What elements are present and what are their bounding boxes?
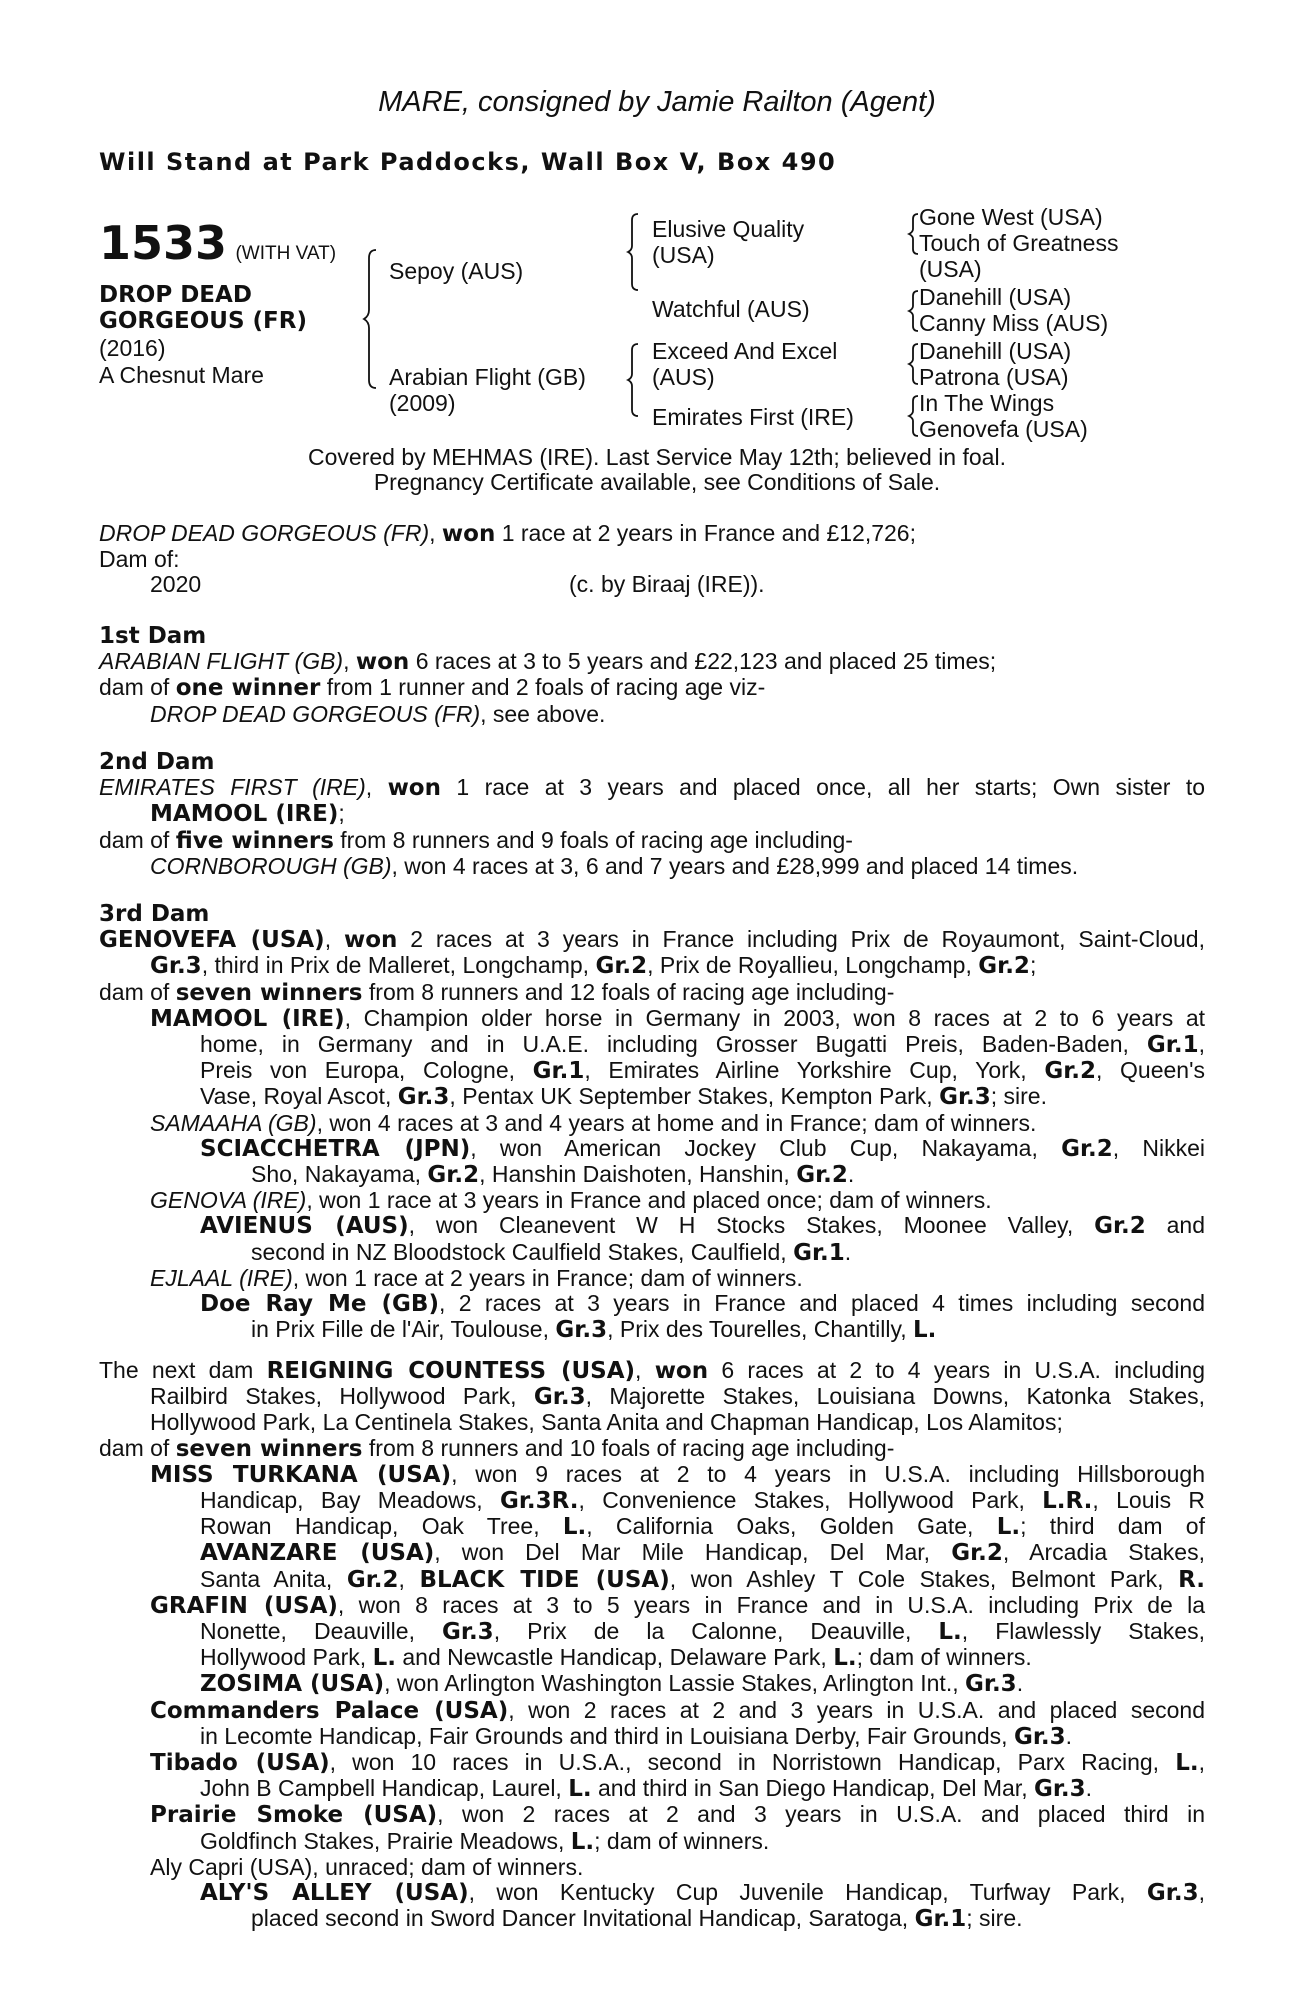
avienus-line2 (99, 1240, 1205, 1266)
pedigree-dam-line1: Arabian Flight (GB) (389, 364, 586, 390)
grade: Gr.3 (555, 1317, 608, 1344)
lot-record-text: 1 race at 2 years in France and £12,726; (495, 520, 916, 546)
grade: R. (1178, 1566, 1205, 1593)
lot-name-line2: GORGEOUS (FR) (99, 308, 307, 334)
winners-count: five winners (175, 827, 334, 854)
samaaha-line (99, 1111, 1205, 1136)
grade: Gr.1 (1146, 1032, 1199, 1059)
grade: L. (913, 1317, 937, 1344)
text: , Louis R (1092, 1487, 1206, 1514)
text: Rowan Handicap, Oak Tree, (200, 1513, 563, 1540)
next-dam-line1 (99, 1358, 1205, 1384)
pedigree-ds-line1: Exceed And Excel (652, 338, 838, 364)
grade: L. (996, 1514, 1021, 1541)
grade: Gr.2 (427, 1162, 480, 1189)
sciacchetra-line2 (99, 1162, 1205, 1188)
text: , won 4 races at 3, 6 and 7 years and £28,999 and placed 14 times. (391, 852, 1079, 879)
horse-name: Prairie Smoke (USA) (150, 1802, 438, 1829)
text: , third in Prix de Malleret, Longchamp, (201, 952, 596, 979)
winners-count: one winner (175, 675, 321, 702)
first-dam-won: won (355, 649, 410, 676)
second-dam-line4 (99, 854, 1205, 879)
next-dam-name: REIGNING COUNTESS (USA) (266, 1358, 636, 1384)
miss-turkana-line1 (99, 1462, 1205, 1488)
lot-record (99, 521, 1205, 597)
text: , Convenience Stakes, Hollywood Park, (578, 1487, 1043, 1514)
consignment-title: MARE, consigned by Jamie Railton (Agent) (378, 86, 936, 118)
lot-year: (2016) (99, 335, 166, 361)
horse-name: Doe Ray Me (GB) (200, 1291, 439, 1318)
text: Goldfinch Stakes, Prairie Meadows, (200, 1827, 571, 1854)
avienus-line1 (99, 1213, 1205, 1239)
tibado-line1 (99, 1750, 1205, 1776)
text: . (1065, 1722, 1073, 1749)
grade: L. (1175, 1750, 1199, 1777)
grade: L. (568, 1776, 592, 1803)
pedigree-dam-line2: (2009) (389, 390, 456, 416)
text: , won Del Mar Mile Handicap, Del Mar, (434, 1539, 952, 1566)
horse-name: BLACK TIDE (USA) (419, 1566, 670, 1593)
text: from 8 runners and 12 foals of racing age including- (362, 978, 895, 1005)
horse-name: SAMAAHA (GB) (150, 1109, 317, 1136)
grade: Gr.2 (346, 1566, 399, 1593)
doe-ray-me-line1 (99, 1291, 1205, 1317)
sep: , (343, 648, 356, 675)
first-dam-name: ARABIAN FLIGHT (GB) (99, 648, 344, 675)
alys-alley-line1 (99, 1880, 1205, 1906)
first-dam-text: 6 races at 3 to 5 years and £22,123 and placed 25 times; (409, 648, 997, 675)
second-dam-line1 (99, 775, 1205, 801)
text: Railbird Stakes, Hollywood Park, (150, 1383, 534, 1410)
text: . (1016, 1670, 1024, 1697)
second-dam-line3 (99, 828, 1205, 854)
text: Handicap, Bay Meadows, (200, 1487, 500, 1514)
text: ; (338, 800, 345, 827)
grade: Gr.3 (1146, 1880, 1199, 1907)
grade: Gr.3 (533, 1384, 586, 1411)
miss-turkana-line4 (99, 1540, 1205, 1566)
horse-name: Commanders Palace (USA) (150, 1697, 509, 1724)
progeny-name: DROP DEAD GORGEOUS (FR) (150, 700, 481, 727)
winners-count: seven winners (175, 1435, 363, 1462)
won: won (387, 775, 441, 802)
text: , (324, 926, 344, 953)
horse-name: GRAFIN (USA) (150, 1592, 338, 1619)
cover-note-line2: Pregnancy Certificate available, see Conditions of Sale. (373, 469, 941, 495)
text: , won 1 race at 2 years in France; dam of winners. (292, 1264, 803, 1291)
mamool-line3 (99, 1058, 1205, 1084)
commanders-palace-line2 (99, 1724, 1205, 1750)
aly-capri-line (99, 1855, 1205, 1880)
alys-alley-line2 (99, 1906, 1205, 1932)
lot-number: 1533 (99, 216, 228, 270)
horse-name: EJLAAL (IRE) (150, 1264, 293, 1291)
horse-name: SCIACCHETRA (JPN) (200, 1135, 471, 1162)
genova-line (99, 1188, 1205, 1213)
pedigree-ds-line2: (AUS) (652, 364, 715, 390)
progeny-year: 2020 (150, 571, 202, 598)
pedigree-sds: Danehill (USA) (919, 284, 1072, 310)
text: dam of (99, 674, 176, 701)
sciacchetra-line1 (99, 1136, 1205, 1162)
text: and (1145, 1212, 1206, 1239)
sep: , (365, 774, 388, 801)
grade: Gr.3 (939, 1084, 991, 1111)
pedigree-sdd: Canny Miss (AUS) (919, 310, 1109, 336)
pedigree-ssd-line1: Touch of Greatness (919, 230, 1119, 256)
horse-name: MAMOOL (IRE) (150, 1005, 345, 1032)
third-dam-name: GENOVEFA (USA) (99, 927, 325, 954)
text: , Hanshin Daishoten, Hanshin, (479, 1161, 797, 1188)
text: , Prix de la Calonne, Deauville, (493, 1618, 939, 1645)
text: , won American Jockey Club Cup, Nakayama, (470, 1134, 1062, 1161)
text: ; dam of winners. (594, 1827, 770, 1854)
lot-name-line1: DROP DEAD (99, 282, 252, 308)
first-dam-line1 (99, 649, 1205, 675)
pedigree-sd: Watchful (AUS) (652, 296, 810, 322)
horse-name: AVIENUS (AUS) (200, 1213, 409, 1240)
next-dam-line2 (99, 1384, 1205, 1410)
text: and third in San Diego Handicap, Del Mar, (591, 1775, 1034, 1802)
third-dam-line3 (99, 980, 1205, 1006)
text: , won 9 races at 2 to 4 years in U.S.A. including Hillsborough (451, 1460, 1205, 1487)
text: in Lecomte Handicap, Fair Grounds and third in Louisiana Derby, Fair Grounds, (200, 1722, 1014, 1749)
third-dam-heading: 3rd Dam (99, 901, 210, 927)
text: , Nikkei (1112, 1134, 1206, 1161)
lot-description: A Chesnut Mare (99, 362, 264, 388)
mamool-line4 (99, 1084, 1205, 1110)
text: and Newcastle Handicap, Delaware Park, (395, 1644, 834, 1671)
text: , won 2 races at 2 and 3 years in U.S.A. and placed second (508, 1696, 1205, 1723)
winners-count: seven winners (175, 979, 363, 1006)
text: 6 races at 2 to 4 years in U.S.A. including (708, 1357, 1205, 1383)
third-dam-section (99, 902, 1205, 1343)
cover-note-line1: Covered by MEHMAS (IRE). Last Service May 12th; believed in foal. (308, 444, 1006, 470)
commanders-palace-line1 (99, 1698, 1205, 1724)
grafin-line3 (99, 1645, 1205, 1671)
grade: Gr.3R. (499, 1488, 579, 1515)
text: , (398, 1565, 420, 1592)
ejlaal-line (99, 1266, 1205, 1291)
third-dam-line2 (99, 953, 1205, 979)
text: Nonette, Deauville, (200, 1618, 442, 1645)
text: , (1198, 1749, 1205, 1776)
text: John B Campbell Handicap, Laurel, (200, 1775, 569, 1802)
lot-record-name: DROP DEAD GORGEOUS (FR) (99, 520, 430, 546)
text: second in NZ Bloodstock Caulfield Stakes, Caulfield, (251, 1238, 794, 1265)
grade: Gr.1 (914, 1906, 967, 1933)
text: from 8 runners and 10 foals of racing age including- (362, 1434, 895, 1461)
text: dam of (99, 1434, 176, 1461)
grade: Gr.2 (1094, 1213, 1146, 1240)
text: Hollywood Park, (200, 1644, 373, 1671)
pedigree-dds: In The Wings (919, 390, 1055, 416)
text: placed second in Sword Dancer Invitational Handicap, Saratoga, (251, 1905, 915, 1932)
text: , Emirates Airline Yorkshire Cup, York, (584, 1057, 1045, 1084)
grade: L. (562, 1514, 587, 1541)
grade: Gr.2 (796, 1162, 848, 1189)
pedigree-bracket-dam (628, 342, 644, 432)
second-dam-heading: 2nd Dam (99, 749, 215, 775)
next-dam-line3 (99, 1410, 1205, 1435)
text: Preis von Europa, Cologne, (200, 1057, 533, 1084)
lot-record-line: DROP DEAD GORGEOUS (FR), won 1 race at 2 years in France and £12,726; (99, 520, 916, 547)
vat-note: (WITH VAT) (235, 243, 337, 264)
text: , Pentax UK September Stakes, Kempton Park, (449, 1083, 940, 1110)
pedigree-ss-line1: Elusive Quality (652, 216, 805, 242)
text: . (1085, 1775, 1093, 1802)
text: , California Oaks, Golden Gate, (586, 1513, 997, 1540)
text: . (847, 1161, 855, 1188)
grade: L. (570, 1828, 595, 1855)
pedigree-bracket-gen1 (364, 248, 384, 398)
pedigree-dss: Danehill (USA) (919, 338, 1072, 364)
horse-name: Tibado (USA) (150, 1750, 330, 1777)
stand-location: Will Stand at Park Paddocks, Wall Box V, Box 490 (99, 148, 837, 176)
second-dam-name: EMIRATES FIRST (IRE) (99, 774, 366, 801)
text: , Flawlessly Stakes, (961, 1618, 1205, 1645)
mamool-line1 (99, 1006, 1205, 1032)
pedigree-ddd: Genovefa (USA) (919, 416, 1088, 442)
text: home, in Germany and in U.A.E. including Grosser Bugatti Preis, Baden-Baden, (200, 1031, 1147, 1058)
sister-name: MAMOOL (IRE) (150, 801, 339, 828)
prairie-smoke-line1 (99, 1802, 1205, 1828)
horse-name: ZOSIMA (USA) (200, 1671, 385, 1698)
text: dam of (99, 978, 176, 1005)
first-dam-heading: 1st Dam (99, 623, 207, 649)
pedigree-ss-line2: (USA) (652, 242, 715, 268)
grade: Gr.3 (1013, 1723, 1066, 1750)
text: Hollywood Park, La Centinela Stakes, Santa Anita and Chapman Handicap, Los Alamitos; (150, 1409, 1063, 1436)
pedigree-dd: Emirates First (IRE) (652, 404, 854, 430)
grade: Gr.1 (793, 1239, 845, 1266)
mamool-line2 (99, 1032, 1205, 1058)
tibado-line2 (99, 1776, 1205, 1802)
text: Santa Anita, (200, 1565, 347, 1592)
grade: Gr.3 (442, 1619, 494, 1646)
second-dam-line2 (99, 801, 1205, 827)
horse-name: ALY'S ALLEY (USA) (200, 1880, 469, 1907)
text: , (1198, 1031, 1205, 1058)
text: , won 10 races in U.S.A., second in Norristown Handicap, Parx Racing, (329, 1749, 1176, 1776)
next-dam-section (99, 1358, 1205, 1932)
grade: L. (833, 1645, 857, 1672)
grade: Gr.2 (951, 1540, 1003, 1567)
text: , won Kentucky Cup Juvenile Handicap, Turfway Park, (468, 1879, 1147, 1906)
next-dam-line4 (99, 1436, 1205, 1462)
text: , Champion older horse in Germany in 2003, won 8 races at 2 to 6 years at (344, 1004, 1205, 1031)
grade: Gr.2 (1061, 1135, 1113, 1162)
text: , (635, 1357, 655, 1383)
grade: L. (938, 1619, 962, 1646)
text: , won Arlington Washington Lassie Stakes, Arlington Int., (384, 1670, 965, 1697)
grade: Gr.2 (595, 953, 648, 980)
doe-ray-me-line2 (99, 1317, 1205, 1343)
pedigree-bracket-sire (628, 212, 644, 312)
pedigree-ssd-line2: (USA) (919, 256, 982, 282)
grade: Gr.3 (150, 953, 202, 980)
text: Aly Capri (USA), unraced; dam of winners. (150, 1853, 584, 1880)
first-dam-line3 (99, 702, 1205, 727)
won: won (654, 1358, 709, 1384)
grade: L.R. (1042, 1488, 1093, 1515)
first-dam-line2 (99, 675, 1205, 701)
text: dam of (99, 826, 176, 853)
text: ; dam of winners. (856, 1644, 1032, 1671)
text: , won 4 races at 3 and 4 years at home and in France; dam of winners. (316, 1109, 1037, 1136)
text: , won 2 races at 2 and 3 years in U.S.A. and placed third in (437, 1801, 1205, 1828)
text: , Prix de Royallieu, Longchamp, (647, 952, 979, 979)
text: ; third dam of (1020, 1513, 1205, 1540)
text: , won Ashley T Cole Stakes, Belmont Park, (669, 1565, 1179, 1592)
lot-number-line (99, 218, 336, 268)
text: ; (1029, 952, 1037, 979)
grafin-line2 (99, 1619, 1205, 1645)
text: , won 1 race at 3 years in France and placed once; dam of winners. (306, 1187, 992, 1214)
first-dam-section (99, 624, 1205, 727)
grade: Gr.2 (978, 953, 1030, 980)
prairie-smoke-line2 (99, 1829, 1205, 1855)
text: The next dam (99, 1357, 267, 1383)
text: 1 race at 3 years and placed once, all her starts; Own sister to (441, 774, 1206, 801)
text: ; sire. (966, 1905, 1023, 1932)
text: 2 races at 3 years in France including Prix de Royaumont, Saint-Cloud, (397, 926, 1205, 953)
grade: L. (372, 1645, 396, 1672)
grade: Gr.1 (532, 1058, 585, 1085)
zosima-line (99, 1671, 1205, 1697)
text: , Majorette Stakes, Louisiana Downs, Katonka Stakes, (585, 1383, 1205, 1410)
horse-name: GENOVA (IRE) (150, 1187, 307, 1214)
third-dam-line1 (99, 927, 1205, 953)
grade: Gr.3 (397, 1084, 450, 1111)
pedigree-dsd: Patrona (USA) (919, 364, 1069, 390)
text: from 1 runner and 2 foals of racing age viz- (320, 674, 766, 701)
grafin-line1 (99, 1593, 1205, 1619)
grade: Gr.3 (965, 1671, 1017, 1698)
text: , (1198, 1879, 1205, 1906)
won: won (343, 927, 398, 954)
text: Sho, Nakayama, (251, 1161, 428, 1188)
text: in Prix Fille de l'Air, Toulouse, (251, 1316, 556, 1343)
text: , see above. (480, 700, 606, 727)
text: , Queen's (1096, 1057, 1205, 1084)
horse-name: MISS TURKANA (USA) (150, 1461, 452, 1488)
text: , won 8 races at 3 to 5 years in France and in U.S.A. including Prix de la (337, 1591, 1206, 1618)
lot-record-won: won (441, 521, 496, 547)
text: . (844, 1238, 852, 1265)
text: , Prix des Tourelles, Chantilly, (607, 1316, 914, 1343)
miss-turkana-line3 (99, 1514, 1205, 1540)
progeny-name: CORNBOROUGH (GB) (150, 852, 392, 879)
text: Vase, Royal Ascot, (200, 1083, 398, 1110)
grade: Gr.2 (1044, 1058, 1097, 1085)
text: , won Cleanevent W H Stocks Stakes, Moonee Valley, (408, 1212, 1095, 1239)
lot-dam-of: Dam of: (99, 546, 180, 573)
grade: Gr.3 (1033, 1776, 1086, 1803)
pedigree-sss: Gone West (USA) (919, 204, 1103, 230)
miss-turkana-line5 (99, 1567, 1205, 1593)
second-dam-section (99, 750, 1205, 879)
text: , Arcadia Stakes, (1002, 1539, 1205, 1566)
progeny-line (99, 572, 1205, 597)
text: , 2 races at 3 years in France and placed 4 times including second (438, 1290, 1205, 1317)
text: from 8 runners and 9 foals of racing age including- (333, 826, 853, 853)
progeny-detail: (c. by Biraaj (IRE)). (569, 571, 765, 598)
pedigree-sire: Sepoy (AUS) (389, 258, 524, 284)
text: ; sire. (990, 1083, 1047, 1110)
horse-name: AVANZARE (USA) (200, 1540, 435, 1567)
miss-turkana-line2 (99, 1488, 1205, 1514)
